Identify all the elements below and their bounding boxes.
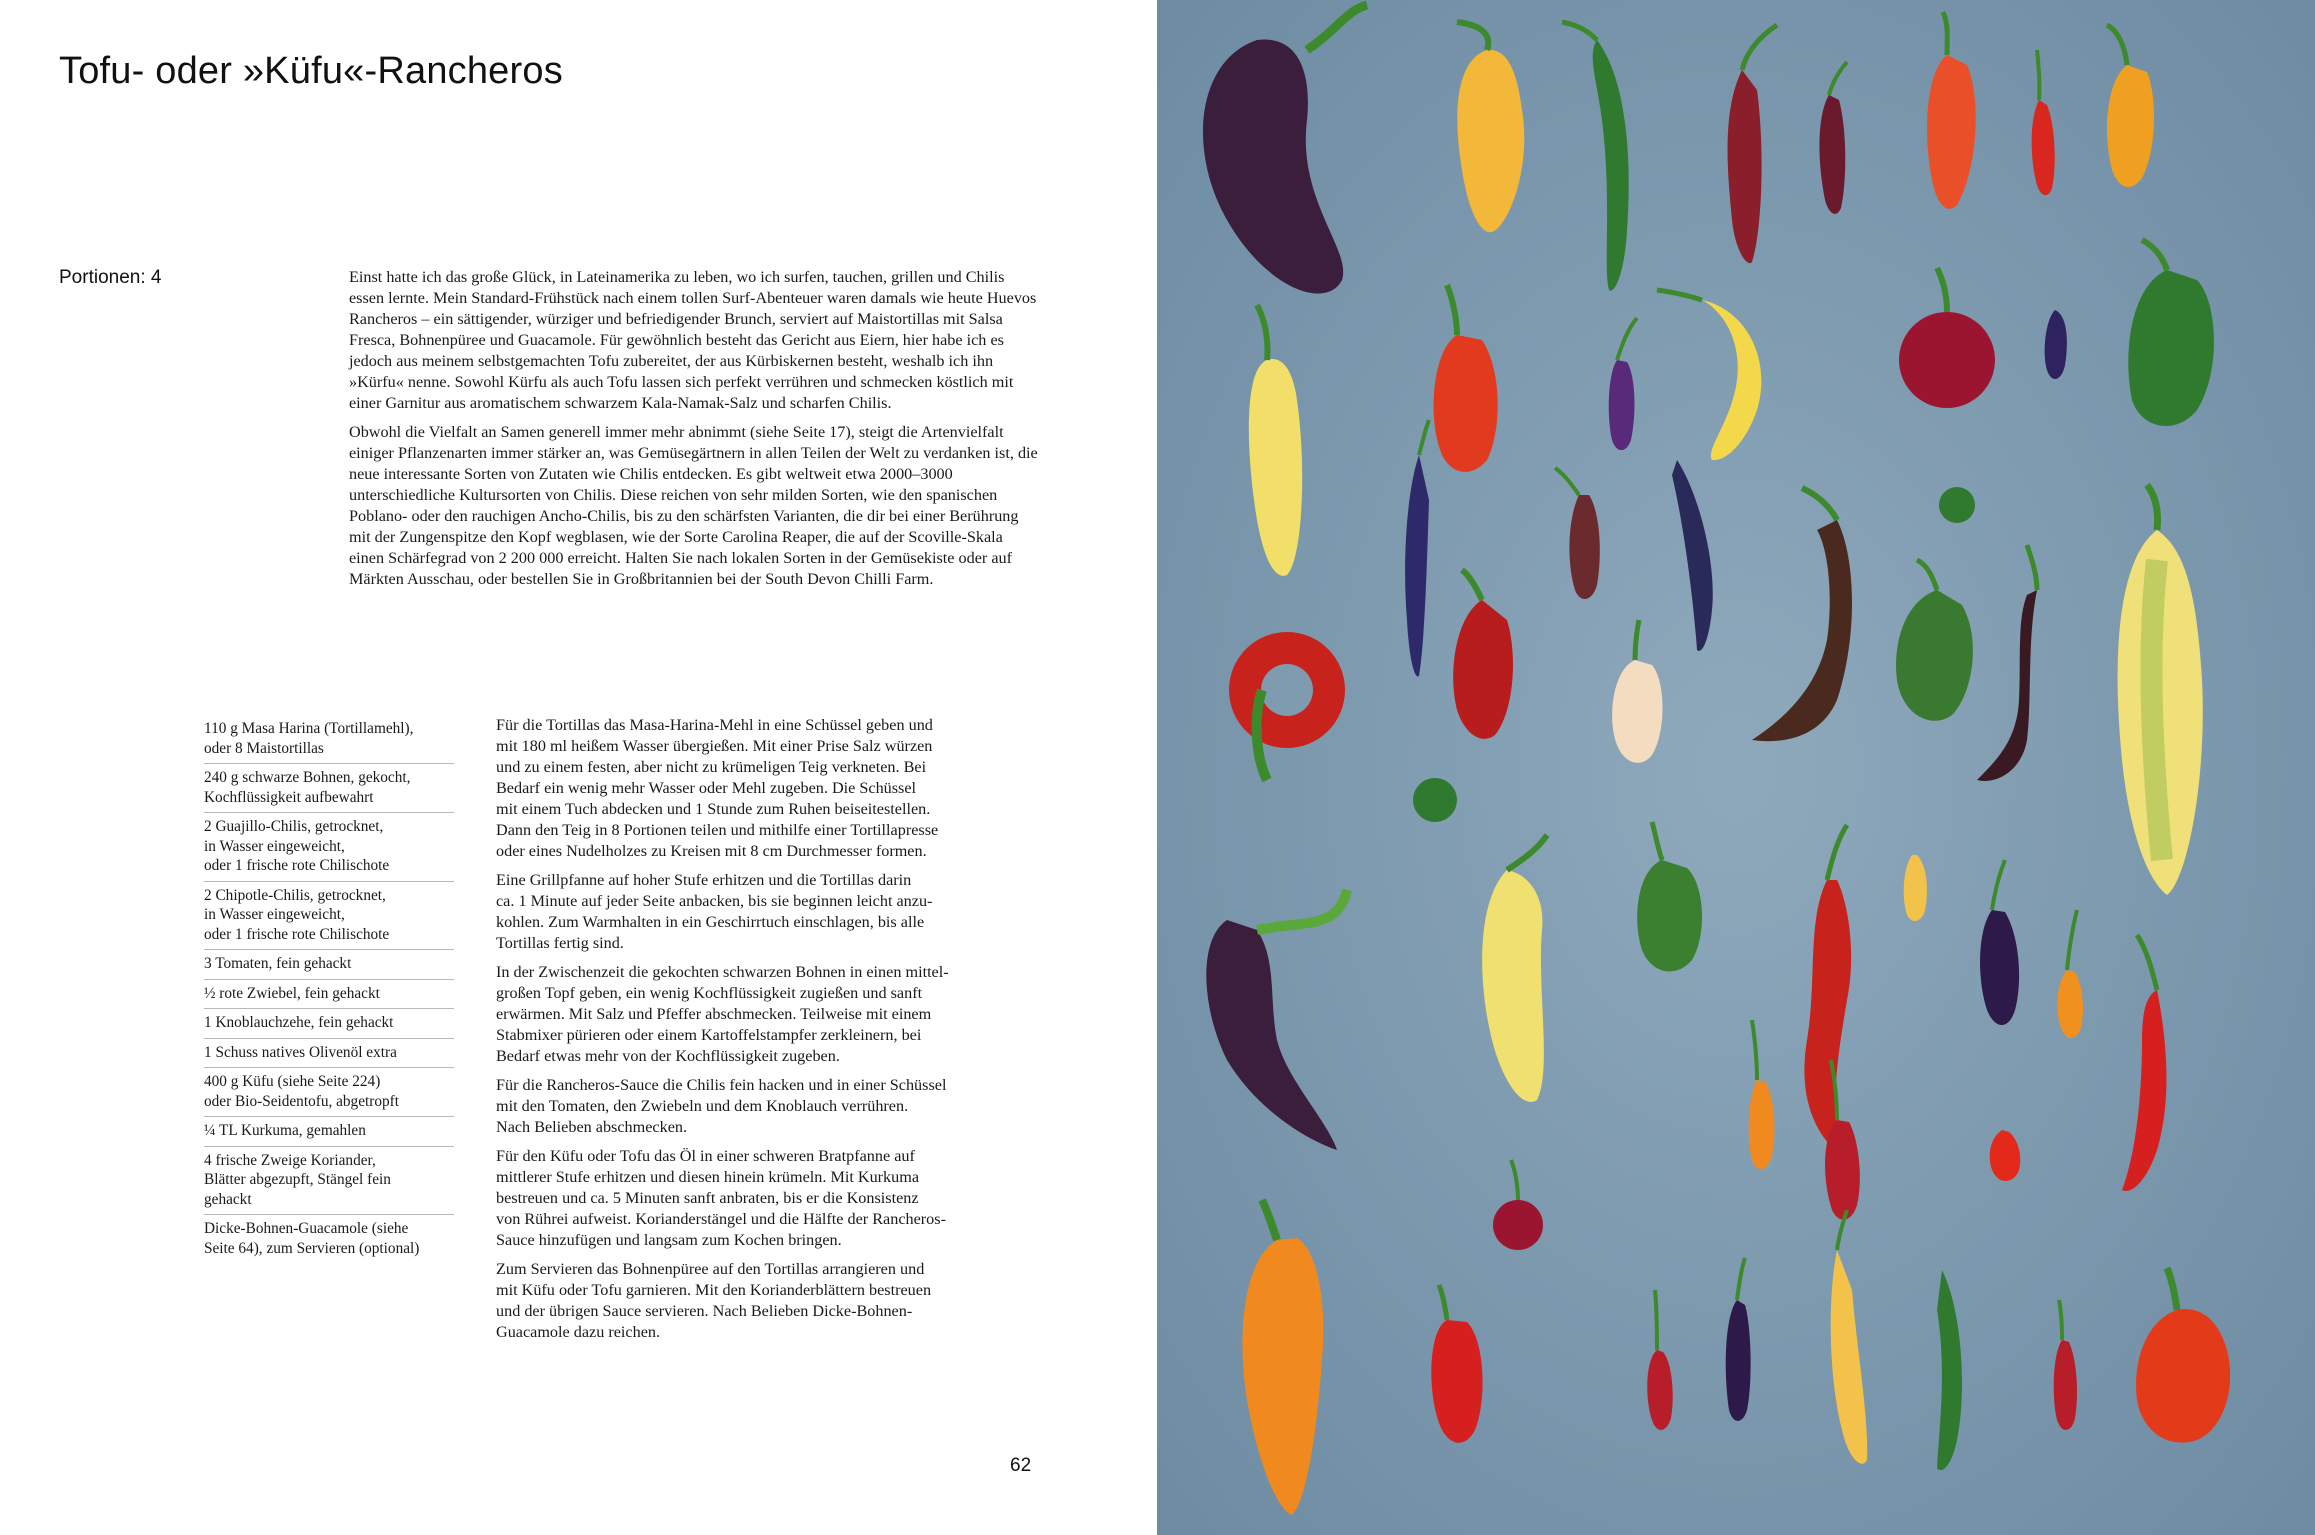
chili-illustration (1157, 0, 2315, 1535)
chili-pepper (1647, 1290, 1672, 1430)
ingredient-item: 400 g Küfu (siehe Seite 224) oder Bio-Seidentofu, abgetropft (204, 1068, 454, 1117)
ingredient-item: 1 Knoblauchzehe, fein gehackt (204, 1009, 454, 1039)
chili-pepper (1203, 5, 1367, 294)
method-step: Zum Servieren das Bohnenpüree auf den Tortillas arrangieren und mit Küfu oder Tofu garnieren. Mit den Korianderblättern bestreuen und der übrigen Sauce servieren. Nach Belieben Dicke-Bohnen- Guacamole dazu reichen. (496, 1260, 932, 1341)
chili-pepper (1672, 460, 1713, 651)
chili-pepper (2152, 560, 2162, 860)
chili-pepper (1752, 488, 1852, 741)
chili-pepper (1904, 855, 1927, 921)
chili-pepper (1637, 822, 1702, 971)
left-page (0, 0, 1156, 1535)
chili-pepper (1977, 545, 2037, 781)
method-step: Eine Grillpfanne auf hoher Stufe erhitzen und die Tortillas darin ca. 1 Minute auf jeder Seite anbacken, bis sie beginnen leicht anzu- kohlen. Zum Warmhalten in ein Geschirrtuch einschlagen, bis alle Tortillas fertig sind. (496, 871, 933, 952)
chili-pepper (1612, 620, 1662, 763)
ingredient-item: 1 Schuss natives Olivenöl extra (204, 1039, 454, 1069)
chili-pepper (1562, 22, 1629, 291)
chili-pepper (2032, 50, 2055, 195)
chili-pepper (2045, 310, 2067, 379)
chili-pepper (1413, 778, 1457, 822)
chili-pepper (1657, 290, 1761, 460)
intro-paragraph: Obwohl die Vielfalt an Samen generell immer mehr abnimmt (siehe Seite 17), steigt die Artenvielfalt einiger Pflanzenarten immer stärker an, was Gemüsegärtnern in allen Teilen der Welt zu verdanken ist, die neue interessante Sorten von Zutaten wie Chilis entdecken. Es gibt weltweit etwa 2000–3000 unterschiedliche Kultursorten von Chilis. Diese reichen von sehr milden Sorten, wie den spanischen Poblano- oder den rauchigen Ancho-Chilis, bis zu den schärfsten Varianten, die dir bei einer Berührung mit der Zungenspitze den Kopf wegblasen, wie der Sorte Carolina Reaper, die auf der Scoville-Skala einen Schärfegrad von 2 200 000 erreicht. Halten Sie nach lokalen Sorten in der Gemüsekiste oder auf Märkten Ausschau, oder bestellen Sie in Großbritannien bei der South Devon Chilli Farm. (349, 423, 1038, 588)
ingredient-item: 4 frische Zweige Koriander, Blätter abgezupft, Stängel fein gehackt (204, 1147, 454, 1216)
method-step: Für die Rancheros-Sauce die Chilis fein hacken und in einer Schüssel mit den Tomaten, den Zwiebeln und dem Knoblauch verrühren. Nach Belieben abschmecken. (496, 1076, 947, 1136)
chili-pepper (1990, 1130, 2021, 1181)
chili-pepper (2136, 1268, 2230, 1443)
chili-pepper (1493, 1160, 1543, 1250)
chili-pepper (1482, 835, 1547, 1102)
chili-pepper (1206, 890, 1347, 1150)
chili-pepper (1249, 305, 1302, 576)
chili-pepper (2107, 25, 2154, 187)
ingredient-item: 2 Chipotle-Chilis, getrocknet, in Wasser eingeweicht, oder 1 frische rote Chilischote (204, 882, 454, 951)
chili-pepper (1980, 860, 2019, 1025)
method-step: Für die Tortillas das Masa-Harina-Mehl in eine Schüssel geben und mit 180 ml heißem Wasser übergießen. Mit einer Prise Salz würzen und zu einem festen, aber nicht zu krümeligen Teig verkneten. Bei Bedarf ein wenig mehr Wasser oder Mehl zugeben. Die Schüssel mit einem Tuch abdecken und 1 Stunde zum Ruhen beiseitestellen. Dann den Teig in 8 Portionen teilen und mithilfe einer Tortillapresse oder eines Nudelholzes zu Kreisen mit 8 cm Durchmesser formen. (496, 716, 939, 860)
method-text (496, 715, 1056, 1351)
ingredient-item: Dicke-Bohnen-Guacamole (siehe Seite 64), zum Servieren (optional) (204, 1220, 420, 1257)
chili-pepper (1609, 318, 1637, 450)
chili-pepper (1726, 1258, 1751, 1421)
ingredient-item: ¼ TL Kurkuma, gemahlen (204, 1117, 454, 1147)
chili-pepper (1819, 62, 1847, 214)
chili-pepper (1405, 420, 1429, 677)
recipe-title: Tofu- oder »Küfu«-Rancheros (59, 50, 563, 92)
chili-photo (1157, 0, 2315, 1535)
ingredient-item: 240 g schwarze Bohnen, gekocht, Kochflüssigkeit aufbewahrt (204, 764, 454, 813)
chili-pepper (1728, 25, 1777, 263)
chili-pepper (1457, 22, 1524, 232)
intro-paragraph: Einst hatte ich das große Glück, in Lateinamerika zu leben, wo ich surfen, tauchen, grillen und Chilis essen lernte. Mein Standard-Frühstück nach einem tollen Surf-Abenteuer waren damals wie heute Huevos Rancheros – ein sättigender, würziger und befriedigender Brunch, serviert auf Maistortillas mit Salsa Fresca, Bohnenpüree und Guacamole. Für gewöhnlich besteht das Gericht aus Eiern, hier habe ich es jedoch aus meinem selbstgemachten Tofu zubereitet, der aus Kürbiskernen besteht, weshalb ich ihn »Kürfu« nenne. Sowohl Kürfu als auch Tofu lassen sich perfekt verrühren und schmecken köstlich mit einer Garnitur aus aromatischem schwarzem Kala-Namak-Salz und scharfen Chilis. (349, 268, 1037, 412)
chili-pepper (1431, 1285, 1482, 1443)
page-number: 62 (1010, 1455, 1032, 1476)
ingredients-list (204, 715, 454, 1263)
chili-pepper (1804, 825, 1851, 1160)
chili-pepper (2128, 240, 2214, 426)
method-step: In der Zwischenzeit die gekochten schwarzen Bohnen in einen mittel- großen Topf geben, ein wenig Kochflüssigkeit zugießen und sanft erwärmen. Mit Salz und Pfeffer abschmecken. Teilweise mit einem Stabmixer pürieren oder einem Kartoffelstampfer zerkleinern, bei Bedarf etwas mehr von der Kochflüssigkeit zugeben. (496, 963, 949, 1065)
chili-pepper (1749, 1020, 1775, 1169)
chili-pepper (1242, 1200, 1323, 1515)
portions-label: Portionen: 4 (59, 267, 162, 288)
chili-pepper (1896, 560, 1973, 721)
chili-pepper (1453, 570, 1513, 739)
chili-pepper (2057, 910, 2083, 1038)
chili-pepper (1434, 285, 1498, 472)
method-step: Für den Küfu oder Tofu das Öl in einer schweren Bratpfanne auf mittlerer Stufe erhitzen und diesen hinein krümeln. Mit Kurkuma bestreuen und ca. 5 Minuten sanft anbraten, bis er die Konsistenz von Rührei aufweist. Korianderstängel und die Hälfte der Rancheros- Sauce hinzufügen und langsam zum Kochen bringen. (496, 1147, 946, 1249)
chili-pepper (1555, 468, 1600, 599)
chili-pepper (1939, 487, 1975, 523)
chili-pepper (1927, 12, 1976, 209)
chili-pepper (1229, 632, 1345, 780)
ingredient-item: 3 Tomaten, fein gehackt (204, 950, 454, 980)
ingredient-item: ½ rote Zwiebel, fein gehackt (204, 980, 454, 1010)
intro-text (349, 267, 1039, 598)
chili-pepper (2122, 935, 2166, 1191)
ingredient-item: 2 Guajillo-Chilis, getrocknet, in Wasser eingeweicht, oder 1 frische rote Chilischote (204, 813, 454, 882)
chili-pepper (1831, 1210, 1868, 1464)
ingredient-item: 110 g Masa Harina (Tortillamehl), oder 8 Maistortillas (204, 715, 454, 764)
chili-pepper (1899, 268, 1995, 408)
chili-pepper (1937, 1270, 1962, 1470)
chili-pepper (2054, 1300, 2077, 1430)
